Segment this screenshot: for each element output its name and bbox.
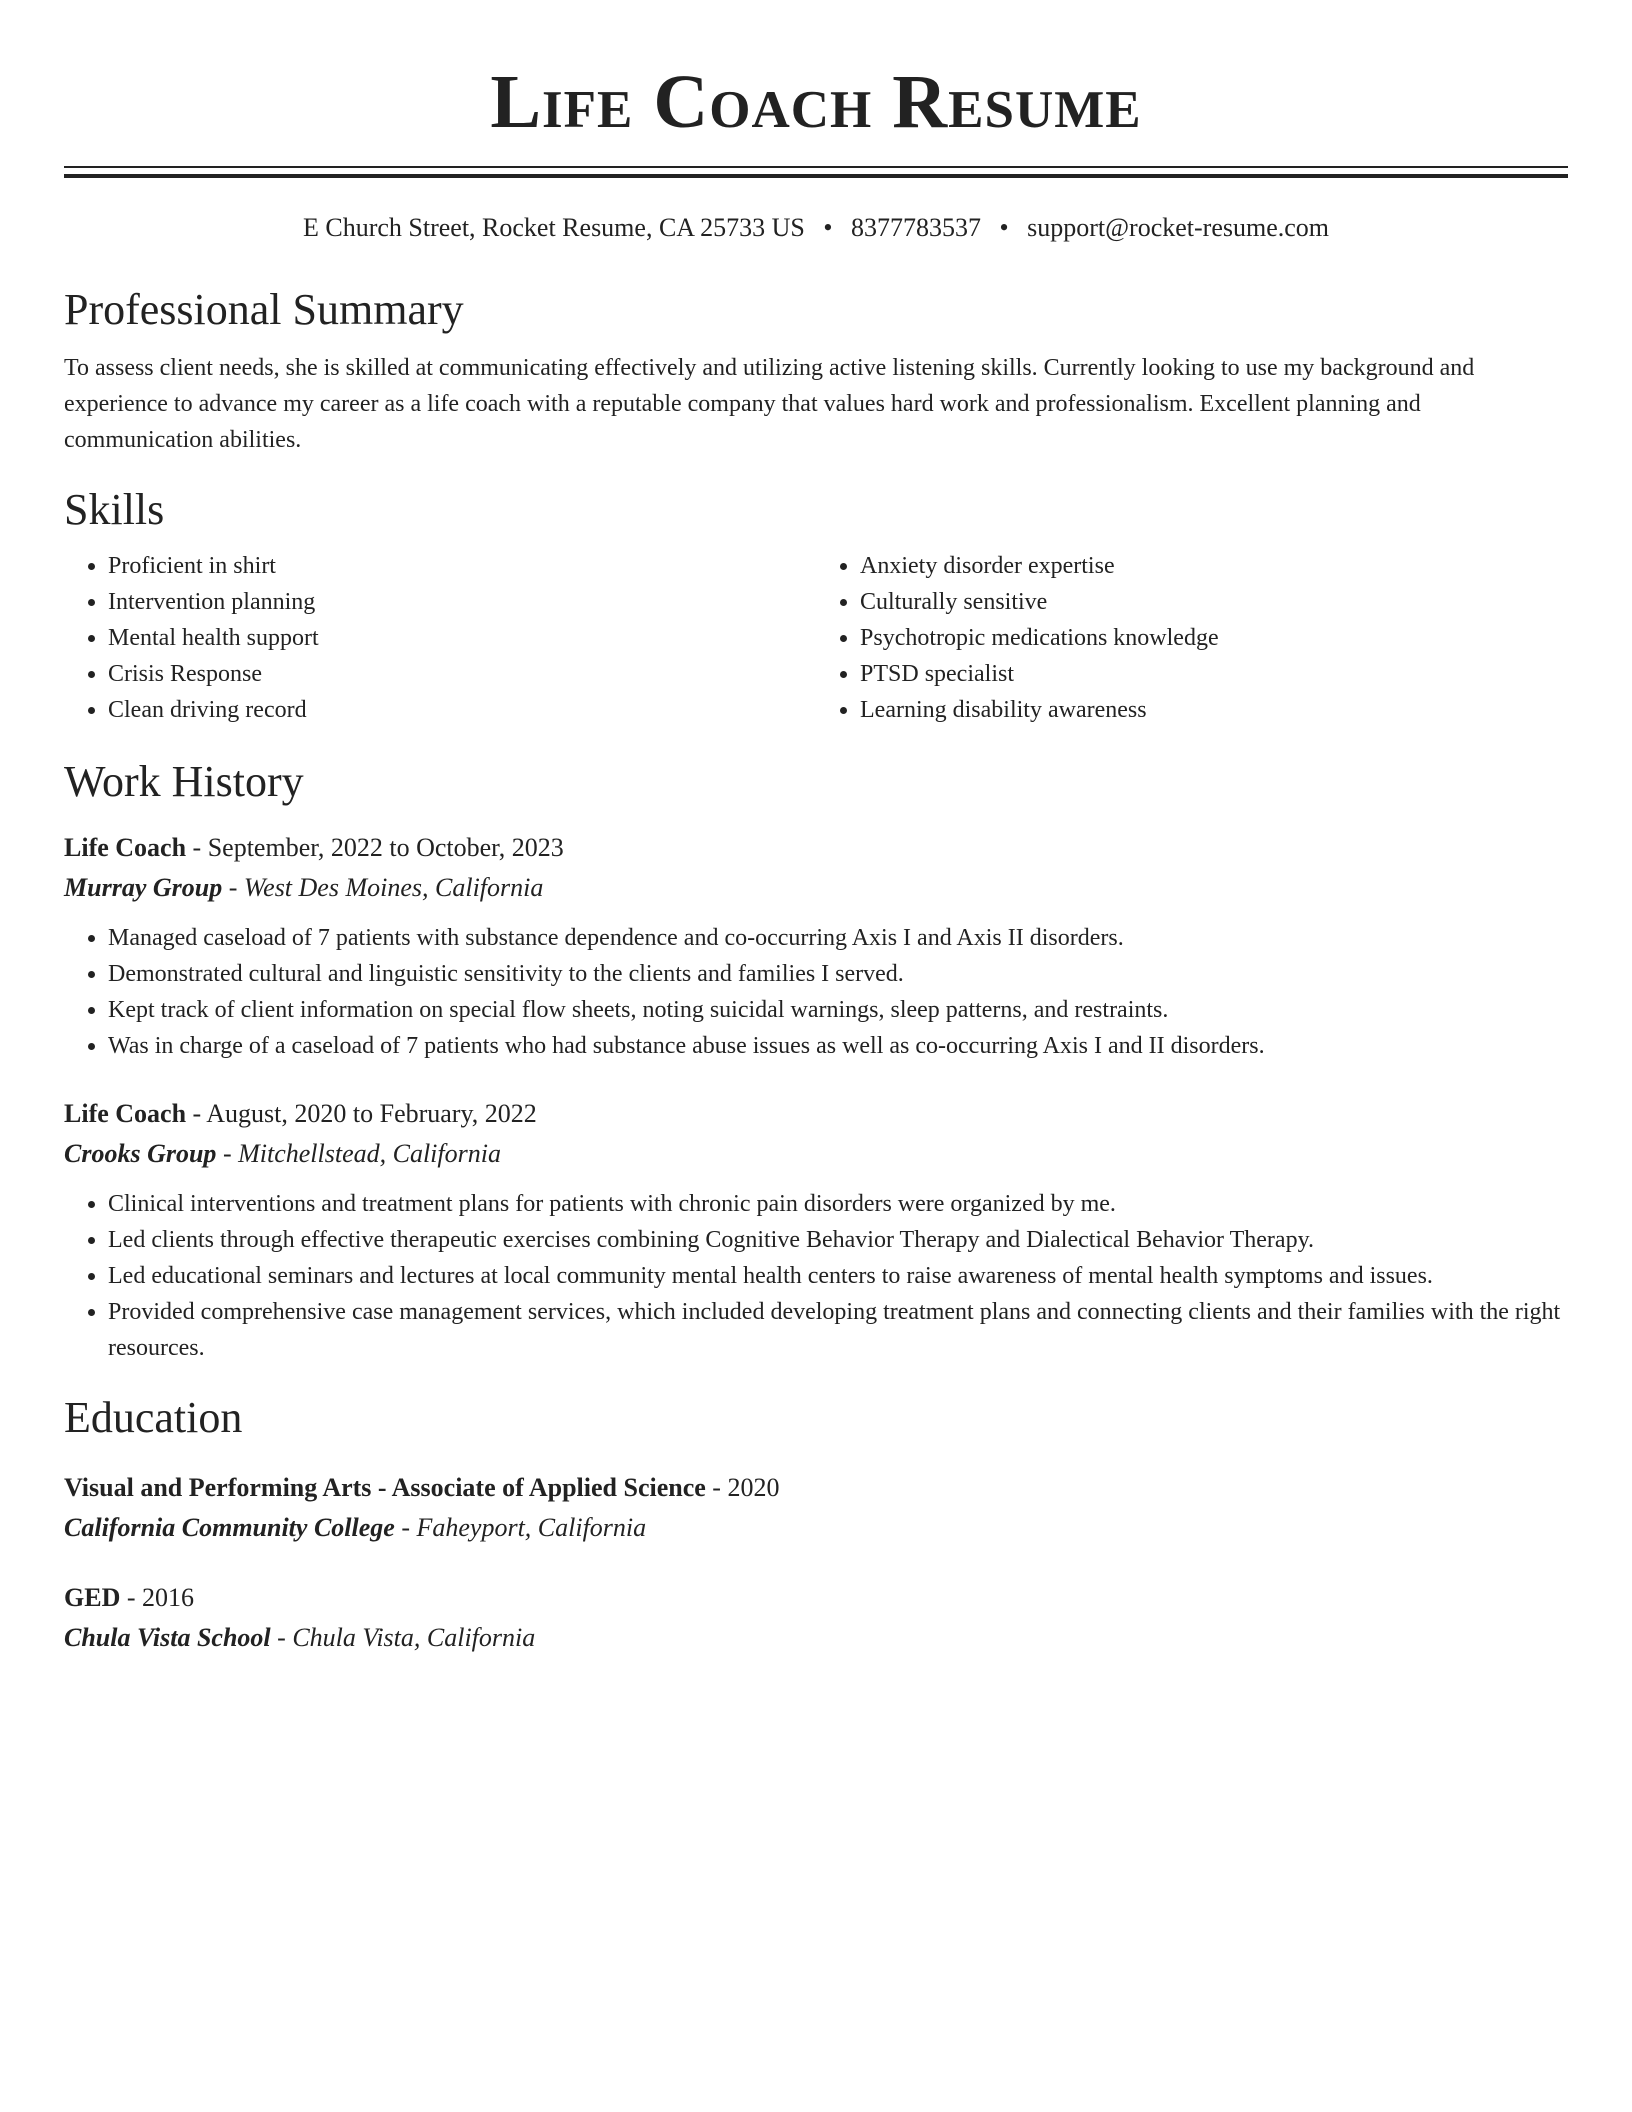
education-location: - Chula Vista, California [270,1623,536,1652]
job-company: Murray Group [64,873,223,902]
education-year: - 2020 [705,1473,780,1502]
list-item: • Led clients through effective therapeutic exercises combining Cognitive Behavior Therapy and Dialectical Behavior Therapy. [108,1222,1568,1258]
education-degree-line [64,1578,1568,1618]
skill-item: • Crisis Response [108,656,816,692]
work-history-heading: Work History [64,757,304,806]
contact-line [64,212,1568,244]
resume-title: Life Coach Resume [490,60,1142,144]
job-title: Life Coach [64,1099,187,1128]
skills-column-left [64,548,816,728]
education-year: - 2016 [120,1583,195,1612]
list-item: • Managed caseload of 7 patients with substance dependence and co-occurring Axis I and Axis II disorders. [108,920,1568,956]
title-divider-thin [64,166,1568,168]
job-company-line [64,1134,1568,1174]
job-location: - Mitchellstead, California [216,1139,501,1168]
education-location: - Faheyport, California [394,1513,647,1542]
skill-item: • PTSD specialist [860,656,1568,692]
skill-item: • Psychotropic medications knowledge [860,620,1568,656]
skill-item: • Learning disability awareness [860,692,1568,728]
job-title-line [64,828,1568,868]
education-degree: GED [64,1583,121,1612]
education-school: Chula Vista School [64,1623,271,1652]
title-divider-thick [64,174,1568,178]
education-degree-line [64,1468,1568,1508]
job-company-line [64,868,1568,908]
skills-heading: Skills [64,485,165,534]
job-company: Crooks Group [64,1139,217,1168]
job-dates: - September, 2022 to October, 2023 [186,833,564,862]
education-school: California Community College [64,1513,395,1542]
job-dates: - August, 2020 to February, 2022 [186,1099,537,1128]
list-item: • Provided comprehensive case management services, which included developing treatment plans and connecting clients and their families with the right resources. [108,1294,1568,1366]
list-item: • Led educational seminars and lectures at local community mental health centers to raise awareness of mental health symptoms and issues. [108,1258,1568,1294]
bullet-separator: • [823,213,833,242]
education-school-line [64,1618,1568,1658]
contact-email: support@rocket-resume.com [1027,213,1330,242]
skill-item: • Clean driving record [108,692,816,728]
list-item: • Was in charge of a caseload of 7 patients who had substance abuse issues as well as co-occurring Axis I and II disorders. [108,1028,1568,1064]
education-heading: Education [64,1393,243,1442]
summary-heading: Professional Summary [64,285,464,334]
education-degree: Visual and Performing Arts - Associate of Applied Science [64,1473,706,1502]
summary-text: To assess client needs, she is skilled at communicating effectively and utilizing active listening skills. Currently looking to use my background and experience to advance my career as a life coach with a reputable company that values hard work and professionalism. Excellent planning and communication abilities. [64,355,1475,453]
list-item: • Demonstrated cultural and linguistic sensitivity to the clients and families I served. [108,956,1568,992]
skill-item: • Intervention planning [108,584,816,620]
contact-phone: 8377783537 [850,213,981,242]
contact-address: E Church Street, Rocket Resume, CA 25733 US [302,213,805,242]
list-item: • Kept track of client information on special flow sheets, noting suicidal warnings, sleep patterns, and restraints. [108,992,1568,1028]
skill-item: • Mental health support [108,620,816,656]
skill-item: • Proficient in shirt [108,548,816,584]
bullet-separator: • [999,213,1009,242]
job-title: Life Coach [64,833,187,862]
skills-column-right [816,548,1568,728]
job-responsibilities [64,1186,1568,1366]
job-title-line [64,1094,1568,1134]
skill-item: • Culturally sensitive [860,584,1568,620]
list-item: • Clinical interventions and treatment plans for patients with chronic pain disorders were organized by me. [108,1186,1568,1222]
skills-list [64,548,1568,728]
job-location: - West Des Moines, California [222,873,544,902]
skill-item: • Anxiety disorder expertise [860,548,1568,584]
job-responsibilities [64,920,1568,1064]
education-school-line [64,1508,1568,1548]
